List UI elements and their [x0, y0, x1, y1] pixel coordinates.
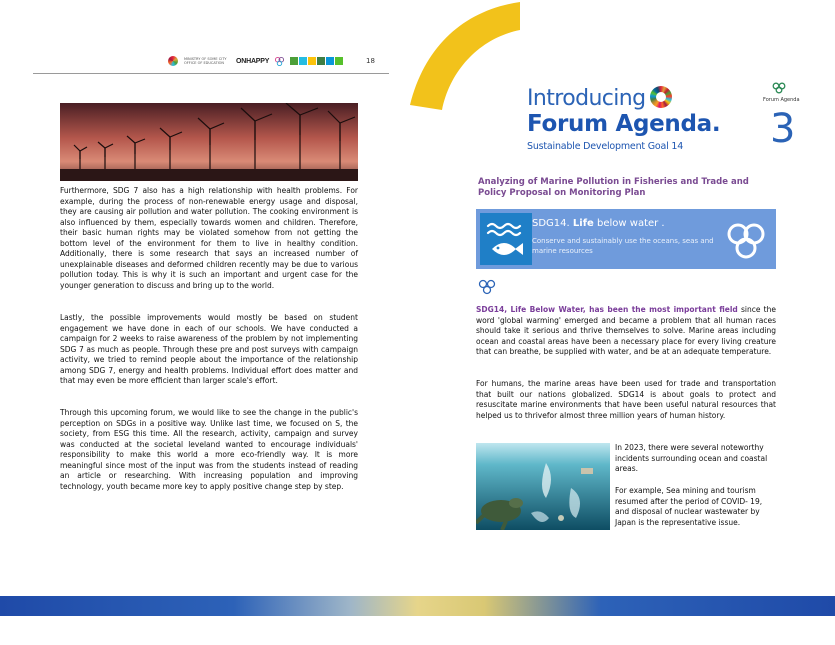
- wind-turbines-photo: [60, 103, 358, 181]
- banner-title-bold: Life: [572, 218, 594, 229]
- header-divider: [33, 73, 389, 74]
- side-paragraph-2: For example, Sea mining and tourism resumed after the period of COVID- 19, and disposal of nuclear wastewater by Japan is the representative issue.: [615, 486, 763, 527]
- side-label: Forum Agenda: [763, 97, 800, 103]
- sdg-wheel-icon: [650, 86, 672, 108]
- highlight-text: SDG14, Life Below Water, has been the most important field: [476, 305, 738, 314]
- header-logos: [168, 53, 343, 69]
- section-title: Analyzing of Marine Pollution in Fisheries and Trade and Policy Proposal on Monitoring Plan: [478, 177, 749, 198]
- side-paragraph-1: In 2023, there were several noteworthy incidents surrounding ocean and coastal areas.: [615, 443, 768, 473]
- banner-clover-icon: [724, 219, 768, 263]
- sdg-goal-tiles: [290, 57, 343, 65]
- fish-icon: [480, 213, 532, 265]
- banner-title-prefix: SDG14.: [532, 218, 573, 229]
- left-paragraph-3: Through this upcoming forum, we would like to see the change in the public's perception on SDGs in a positive way. Unlike last time, we focused on S, the society, from ESG this time. All the research, activity, campaign and survey was conducted at the societal leveland wanted to encourage individuals' responsibility to make this world a more eco-friendly way. It is more meaningful since most of the input was from the students instead of reading an article or researching. With increasing population and improving technology, youth became more key to apply positive change step by step.: [60, 408, 358, 491]
- banner-description: Conserve and sustainably use the oceans, seas and marine resources: [532, 237, 714, 255]
- clover-icon: [478, 279, 496, 295]
- sdg14-tile: [480, 213, 532, 265]
- left-paragraph-2: Lastly, the possible improvements would mostly be based on student engagement we have done in each of our schools. We have conducted a campaign for 2 weeks to raise awareness of the problem by not implementing SDG 7 as much as people. Through these pre and post surveys with campaign activity, we tried to remind people about the importance of the relationship among SDG 7, energy and health problems. Individual effort does matter and that may even be more efficient than larger scale's effort.: [60, 313, 358, 385]
- onhappy-flower-icon: [275, 57, 284, 66]
- banner-title-rest: below water .: [593, 218, 665, 229]
- paragraph-1-rest: since the word 'global warming' emerged and became a problem that all human races should take it serious and thrive themselves to solve. Marine areas including ocean and coastal areas have been a necessary place for every living creature that can breathe, be supplied with water, and be at an adequate temperature.: [476, 305, 776, 356]
- yellow-arc-decoration: [410, 0, 520, 110]
- ocean-pollution-photo: [476, 443, 610, 530]
- page-number: 18: [366, 57, 375, 65]
- agenda-number: 3: [770, 106, 796, 152]
- page-subtitle: Sustainable Development Goal 14: [527, 141, 684, 152]
- right-paragraph-2: For humans, the marine areas have been used for trade and transportation that built our nations globalized. SDG14 is about goals to protect and resuscitate marine environments that have been useful natural resources that helped us to thrivefor almost three million years of human history.: [476, 379, 776, 420]
- org-logo-text: MINISTRY OF SOME CITY OFFICE OF EDUCATION: [184, 57, 227, 65]
- left-paragraph-1: Furthermore, SDG 7 also has a high relationship with health problems. For example, during the process of non-renewable energy usage and disposal, they are causing air pollution and water pollution. The cooking environment is also influenced by them, especially towards women and children. Therefore, their basic human rights may be violated somehow from not getting the bottom level of the environment for them to live in healthy condition. Additionally, there is some research that says an increased number of unexplainable diseases and deformed children recently may be due to various pollution today. This is why it is such an important and urgent case for the younger generation to discuss and bring up to the world.: [60, 186, 358, 290]
- office-seal-icon: [168, 56, 178, 66]
- clover-icon: [772, 82, 786, 94]
- banner-title: [532, 218, 665, 229]
- bottom-color-band: [0, 596, 835, 616]
- onhappy-logo: [236, 58, 269, 65]
- right-paragraph-1: [476, 305, 776, 358]
- intro-word: Introducing: [527, 86, 646, 111]
- brand-text: ONHAPPY: [236, 57, 270, 65]
- sdg14-banner: [476, 209, 776, 269]
- page-title: Forum Agenda.: [527, 111, 721, 137]
